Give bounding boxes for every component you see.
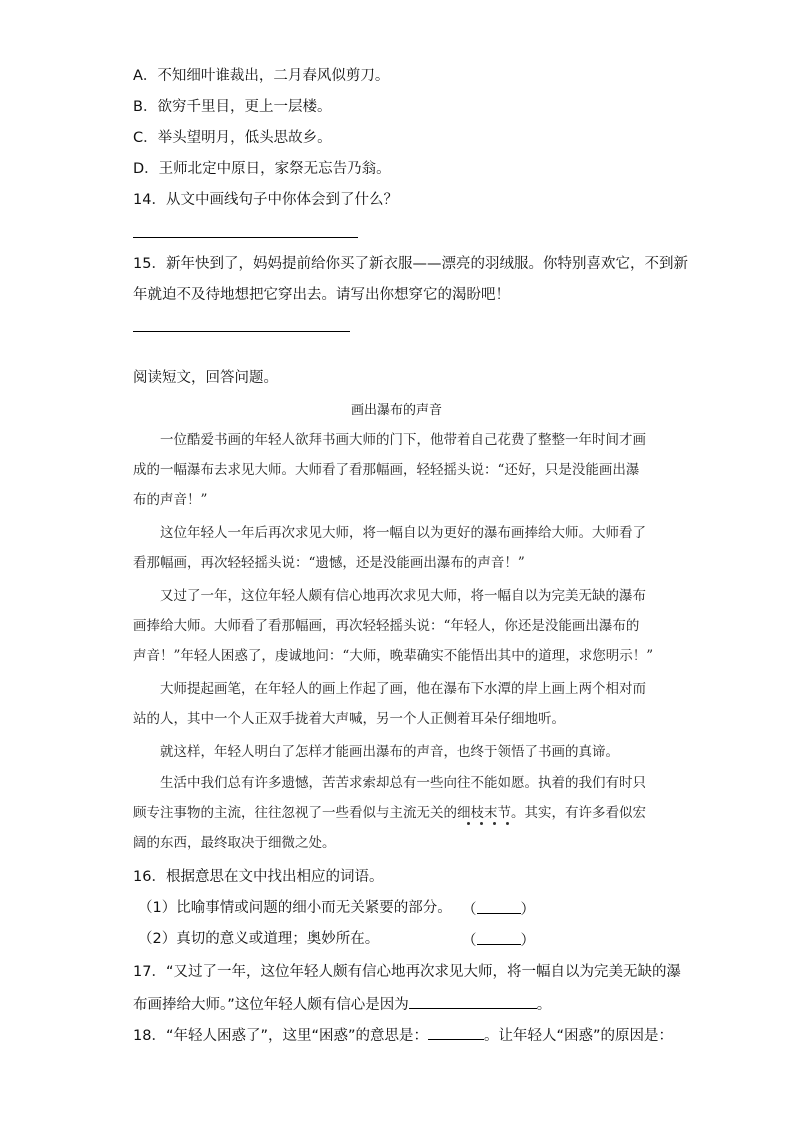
- paren-open: （: [462, 902, 477, 918]
- story-line: 这位年轻人一年后再次求见大师，将一幅自以为更好的瀑布画捧给大师。大师看了: [133, 525, 646, 541]
- story-line: 生活中我们总有许多遗憾，苦苦求索却总有一些向往不能如愿。执着的我们有时只: [133, 775, 646, 791]
- story-line: 画捧给大师。大师看了看那幅画，再次轻轻摇头说：“年轻人，你还是没能画出瀑布的: [133, 618, 640, 634]
- question-16-item1: （1）比喻事情或问题的细小而无关紧要的部分。: [138, 900, 452, 916]
- question-18-part2: 。让年轻人“困惑”的原因是：: [484, 1028, 674, 1044]
- option-c: C．举头望明月，低头思故乡。: [133, 130, 332, 146]
- story-line: 一位酷爱书画的年轻人欲拜书画大师的门下，他带着自己花费了整整一年时间才画: [133, 432, 646, 448]
- question-14: 14．从文中画线句子中你体会到了什么？: [133, 192, 398, 208]
- question-15-line2: 年就迫不及待地想把它穿出去。请写出你想穿它的渴盼吧！: [133, 287, 510, 303]
- paren-close: ）: [520, 933, 535, 949]
- story-line: 阔的东西，最终取决于细微之处。: [133, 835, 336, 851]
- story-line: 看那幅画，再次轻轻摇头说：“遗憾，还是没能画出瀑布的声音！”: [133, 555, 525, 571]
- answer-blank-18[interactable]: [428, 1024, 484, 1040]
- emphasis-dot: [506, 822, 509, 825]
- story-line: 成的一幅瀑布去求见大师。大师看了看那幅画，轻轻摇头说：“还好，只是没能画出瀑: [133, 462, 640, 478]
- answer-paren-16-1[interactable]: [462, 898, 535, 920]
- emphasis-dot: [493, 822, 496, 825]
- story-line: 又过了一年，这位年轻人颇有信心地再次求见大师，将一幅自以为完美无缺的瀑布: [133, 588, 646, 604]
- option-b: B．欲穷千里目，更上一层楼。: [133, 99, 332, 115]
- answer-blank-17[interactable]: [409, 993, 537, 1009]
- story-line: 就这样，年轻人明白了怎样才能画出瀑布的声音，也终于领悟了书画的真谛。: [133, 744, 619, 760]
- question-17-line1: 17．“又过了一年，这位年轻人颇有信心地再次求见大师，将一幅自以为完美无缺的瀑: [133, 964, 681, 980]
- question-16-item2: （2）真切的意义或道理；奥妙所在。: [138, 931, 380, 947]
- question-16: 16．根据意思在文中找出相应的词语。: [133, 869, 384, 885]
- paren-close: ）: [520, 902, 535, 918]
- blank[interactable]: [477, 898, 521, 914]
- story-line: 站的人，其中一个人正双手拢着大声喊，另一个人正侧着耳朵仔细地听。: [133, 711, 565, 727]
- question-17-line2: [133, 993, 551, 1015]
- paren-open: （: [462, 933, 477, 949]
- story-line: 声音！”年轻人困惑了，虔诚地问：“大师，晚辈确实不能悟出其中的道理，求您明示！”: [133, 648, 654, 664]
- emphasis-dot: [467, 822, 470, 825]
- option-a: A．不知细叶谁裁出，二月春风似剪刀。: [133, 68, 390, 84]
- emphasis-dot: [480, 822, 483, 825]
- option-d: D．王师北定中原日，家祭无忘告乃翁。: [133, 161, 391, 177]
- question-17-end: 。: [536, 997, 552, 1013]
- question-18-part1: 18．“年轻人困惑了”，这里“困惑”的意思是：: [133, 1028, 428, 1044]
- question-15-line1: 15．新年快到了，妈妈提前给你买了新衣服——漂亮的羽绒服。你特别喜欢它，不到新: [133, 256, 688, 272]
- story-line: 布的声音！”: [133, 492, 208, 508]
- question-18: [133, 1024, 673, 1046]
- story-title: 画出瀑布的声音: [350, 403, 442, 418]
- answer-paren-16-2[interactable]: [462, 929, 535, 951]
- question-17-text: 布画捧给大师。”这位年轻人颇有信心是因为: [133, 997, 409, 1013]
- blank[interactable]: [477, 929, 521, 945]
- story-line: 顾专注事物的主流，往往忽视了一些看似与主流无关的细枝末节。其实，有许多看似宏: [133, 805, 646, 821]
- story-line: 大师提起画笔，在年轻人的画上作起了画，他在瀑布下水潭的岸上画上两个相对而: [133, 681, 646, 697]
- reading-instruction: 阅读短文，回答问题。: [133, 370, 278, 386]
- story-body: [133, 0, 663, 1122]
